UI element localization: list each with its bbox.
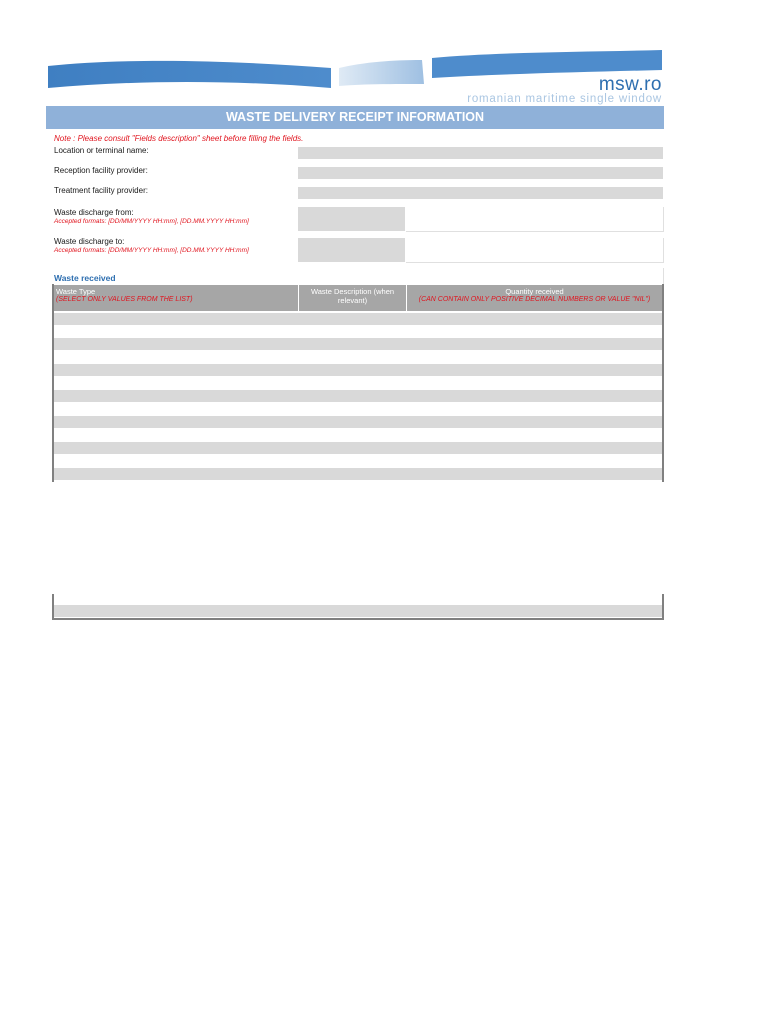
discharge-to-label: Waste discharge to: <box>54 237 125 246</box>
waste-received-title: Waste received <box>54 273 116 283</box>
discharge-to-field[interactable] <box>298 238 405 262</box>
col-quantity-hint: (CAN CONTAIN ONLY POSITIVE DECIMAL NUMBERS OR VALUE "NIL") <box>418 296 651 303</box>
brand-logo-text: msw.ro <box>598 74 662 95</box>
discharge-to-extra-cell <box>406 238 664 263</box>
discharge-from-field[interactable] <box>298 207 405 231</box>
treatment-facility-label: Treatment facility provider: <box>54 186 148 195</box>
waste-table-header <box>54 285 662 311</box>
table-row[interactable] <box>54 313 662 325</box>
table-row[interactable] <box>54 468 662 480</box>
discharge-from-extra-cell <box>406 207 664 232</box>
brand-tagline: romanian maritime single window <box>467 93 662 105</box>
reception-facility-field[interactable] <box>298 167 663 179</box>
table-row[interactable] <box>54 442 662 454</box>
discharge-from-hint: Accepted formats: [DD/MM/YYYY HH:mm], [DD.MM.YYYY HH:mm] <box>54 218 249 225</box>
table-row[interactable] <box>54 338 662 350</box>
form-note: Note : Please consult "Fields description" sheet before filling the fields. <box>54 134 304 143</box>
table-row[interactable] <box>54 390 662 402</box>
page-title: WASTE DELIVERY RECEIPT INFORMATION <box>46 106 664 129</box>
table-row[interactable] <box>54 416 662 428</box>
col-quantity-header <box>407 285 662 311</box>
col-waste-type-hint: (SELECT ONLY VALUES FROM THE LIST) <box>56 296 193 303</box>
location-field[interactable] <box>298 147 663 159</box>
reception-facility-label: Reception facility provider: <box>54 166 148 175</box>
col-waste-description-header <box>299 285 406 311</box>
discharge-from-label: Waste discharge from: <box>54 208 134 217</box>
col-quantity-title: Quantity received <box>505 287 564 296</box>
table-row[interactable] <box>54 364 662 376</box>
col-waste-type-title: Waste Type <box>56 287 96 296</box>
discharge-to-hint: Accepted formats: [DD/MM/YYYY HH:mm], [DD.MM.YYYY HH:mm] <box>54 247 249 254</box>
location-label: Location or terminal name: <box>54 146 149 155</box>
col-waste-description-title: Waste Description (when relevant) <box>310 287 395 305</box>
col-waste-type-header <box>56 285 296 311</box>
treatment-facility-field[interactable] <box>298 187 663 199</box>
section-divider <box>663 268 664 284</box>
table-row[interactable] <box>54 605 662 617</box>
